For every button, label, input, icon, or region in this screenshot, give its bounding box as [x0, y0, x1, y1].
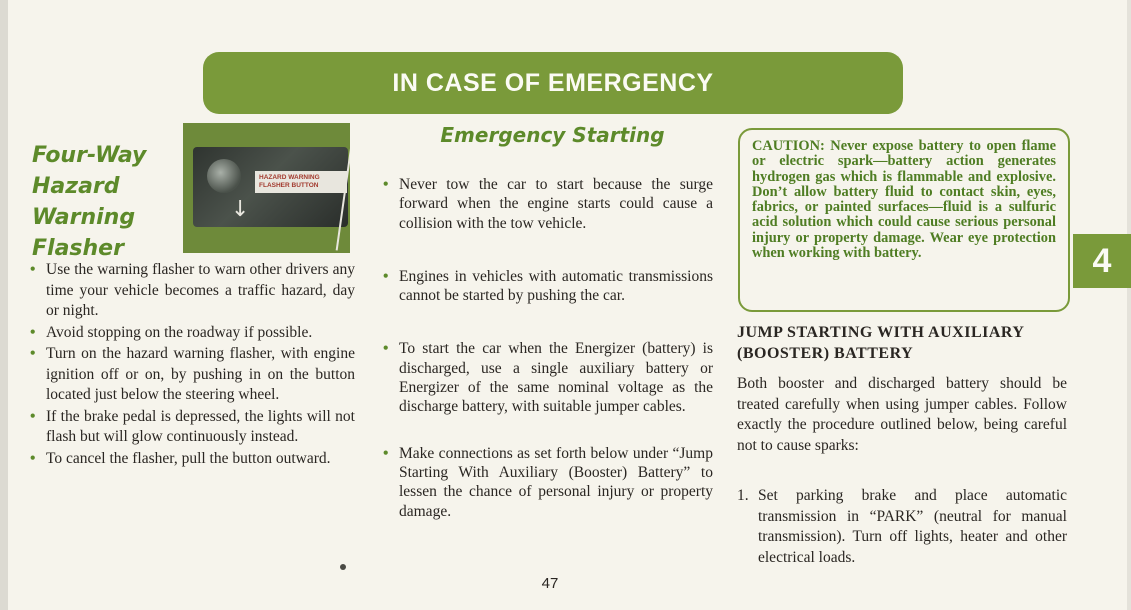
emergency-starting-title: Emergency Starting: [440, 123, 665, 147]
four-way-title: [32, 140, 182, 264]
four-way-bullet-list: [30, 260, 355, 470]
step-text: Set parking brake and place automatic transmission in “PARK” (neutral for manual transmission). Turn off lights, heater and other electrical loads.: [758, 487, 1067, 566]
emergency-starting-bullet-list: [383, 175, 713, 555]
list-item: • Use the warning flasher to warn other drivers any time your vehicle becomes a traffic hazard, day or night.: [30, 260, 355, 322]
page-number: 47: [541, 575, 559, 592]
photo-dashboard: [193, 147, 348, 227]
list-item: • To cancel the flasher, pull the button outward.: [30, 449, 355, 470]
hazard-flasher-photo: [183, 123, 350, 253]
jump-starting-intro: Both booster and discharged battery should be treated carefully when using jumper cables. Follow exactly the procedure outlined below, being careful not to cause sparks:: [737, 375, 1067, 454]
four-way-title-line-4: Flasher: [32, 236, 124, 261]
steering-knob-icon: [207, 159, 241, 193]
four-way-title-line-1: Four-Way: [32, 143, 147, 168]
jump-starting-heading: JUMP STARTING WITH AUXILIARY (BOOSTER) BATTERY: [737, 324, 1024, 362]
section-tab: [1073, 234, 1131, 288]
arrow-down-icon: ↓: [231, 197, 250, 222]
caution-box: CAUTION: Never expose battery to open flame or electric spark—battery action generates hydrogen gas which is flammable and explosive. Don’t allow battery fluid to contact skin, eyes, fabrics, or painted surfaces—fluid is a sulfuric acid solution which could cause serious personal injury or property damage. Wear eye protection when working with battery.: [738, 128, 1070, 312]
list-item: • Never tow the car to start because the surge forward when the engine starts could cause a collision with the tow vehicle.: [383, 175, 713, 233]
jump-step: [737, 486, 1067, 568]
step-number: 1.: [737, 487, 749, 504]
list-item: • Make connections as set forth below under “Jump Starting With Auxiliary (Booster) Battery” to lessen the chance of personal injury or property damage.: [383, 444, 713, 521]
end-mark: [340, 564, 346, 570]
list-item: • If the brake pedal is depressed, the lights will not flash but will glow continuously instead.: [30, 407, 355, 448]
four-way-title-line-2: Hazard: [32, 174, 120, 199]
section-tab-label: 4: [1092, 241, 1112, 280]
photo-label: HAZARD WARNING FLASHER BUTTON: [255, 171, 347, 193]
list-item: • Turn on the hazard warning flasher, with engine ignition off or on, by pushing in on the button located just below the steering wheel.: [30, 344, 355, 406]
four-way-title-line-3: Warning: [32, 205, 136, 230]
list-item: • To start the car when the Energizer (battery) is discharged, use a single auxiliary battery or Energizer of the same nominal voltage as the discharge battery, with suitable jumper cables.: [383, 339, 713, 416]
section-banner: [203, 52, 903, 114]
banner-title: IN CASE OF EMERGENCY: [392, 68, 714, 97]
list-item: • Engines in vehicles with automatic transmissions cannot be started by pushing the car.: [383, 267, 713, 306]
list-item: • Avoid stopping on the roadway if possible.: [30, 323, 355, 344]
